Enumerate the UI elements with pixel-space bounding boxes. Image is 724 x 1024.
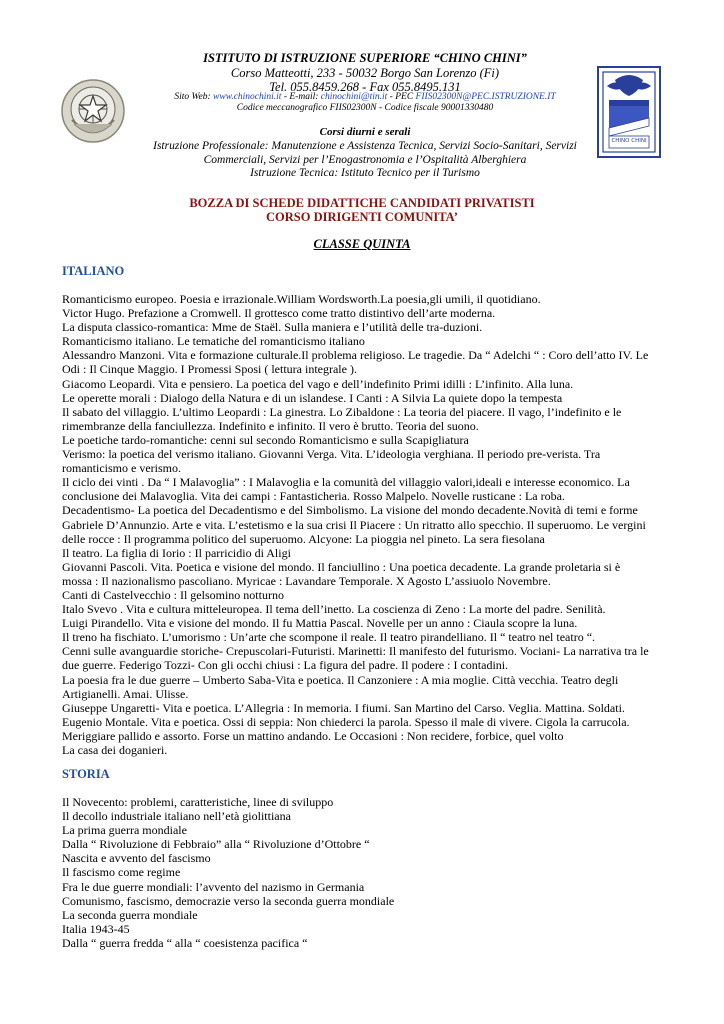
text-line: La disputa classico-romantica: Mme de Staël. Sulla maniera e l’utilità delle tra-duzioni. xyxy=(62,320,483,335)
republic-emblem-icon xyxy=(60,78,126,144)
text-line: Il treno ha fischiato. L’umorismo : Un’arte che scompone il reale. Il teatro pirandelliano. Il “ teatro nel teatro “. xyxy=(62,630,596,645)
text-line: Fra le due guerre mondiali: l’avvento del nazismo in Germania xyxy=(62,879,365,894)
text-line: Il Novecento: problemi, caratteristiche, linee di sviluppo xyxy=(62,795,334,809)
text-line: Nascita e avvento del fascismo xyxy=(62,851,211,866)
text-line: Il ciclo dei vinti . Da “ I Malavoglia” : I Malavoglia e la comunità del villaggio valori,ideali e interesse economico. La xyxy=(62,475,630,490)
email-link[interactable]: chinochini@tin.it xyxy=(320,92,388,102)
text-line: La poesia fra le due guerre – Umberto Saba-Vita e poetica. Il Canzoniere : A mia moglie. Città vecchia. Teatro degli xyxy=(62,672,619,687)
text-line: Dalla “ guerra fredda “ alla “ coesistenza pacifica “ xyxy=(62,935,308,950)
section-heading-italiano: ITALIANO xyxy=(62,264,125,278)
text-line: Il decollo industriale italiano nell’età giolittiana xyxy=(62,809,291,824)
logo-text: CHINO CHINI xyxy=(611,138,647,144)
institute-phone: Tel. 055.8459.268 - Fax 055.8495.131 xyxy=(269,80,461,94)
chino-chini-logo xyxy=(597,66,661,158)
contact-line xyxy=(150,92,580,102)
section-heading-storia: STORIA xyxy=(62,767,110,781)
text-line: Le operette morali : Dialogo della Natura e di un islandese. I Canti : A Silvia La quiete dopo la tempesta xyxy=(62,390,563,405)
text-line: Comunismo, fascismo, democrazie verso la seconda guerra mondiale xyxy=(62,893,395,908)
document-subtitle: CORSO DIRIGENTI COMUNITA’ xyxy=(266,210,458,224)
pec-label: - PEC xyxy=(387,92,416,102)
text-line: Alessandro Manzoni. Vita e formazione culturale.Il problema religioso. Le tragedie. Da “ Adelchi “ : Coro dell’atto IV. Le xyxy=(62,348,649,363)
text-line: Luigi Pirandello. Vita e visione del mondo. Il fu Mattia Pascal. Novelle per un anno : Ciaula scopre la luna. xyxy=(62,616,578,631)
text-line: Artigianelli. Amai. Ulisse. xyxy=(62,686,189,701)
text-line: Decadentismo- La poetica del Decadentismo e del Simbolismo. La visione del mondo decadente.Novità di temi e forme xyxy=(62,503,638,518)
text-line: Giuseppe Ungaretti- Vita e poetica. L’Allegria : In memoria. I fiumi. San Martino del Carso. Veglia. Mattina. Soldati. xyxy=(62,700,625,715)
text-line: Romanticismo europeo. Poesia e irrazionale.William Wordsworth.La poesia,gli umili, il quotidiano. xyxy=(62,292,541,306)
text-line: La prima guerra mondiale xyxy=(62,823,187,838)
text-line: La seconda guerra mondiale xyxy=(62,907,198,922)
text-line: Eugenio Montale. Vita e poetica. Ossi di seppia: Non chiederci la parola. Spesso il male di vivere. Cigola la carrucola. xyxy=(62,714,630,729)
class-heading: CLASSE QUINTA xyxy=(313,237,411,251)
text-line: Dalla “ Rivoluzione di Febbraio” alla “ Rivoluzione d’Ottobre “ xyxy=(62,837,370,852)
text-line: mossa : Il nazionalismo pascoliano. Myricae : Lavandare Temporale. X Agosto L’assiuolo Novembre. xyxy=(62,573,551,588)
text-line: Romanticismo italiano. Le tematiche del romanticismo italiano xyxy=(62,334,365,349)
courses-line: Istruzione Tecnica: Istituto Tecnico per il Turismo xyxy=(250,167,480,179)
courses-line: Istruzione Professionale: Manutenzione e Assistenza Tecnica, Servizi Socio-Sanitari, Servizi xyxy=(153,140,577,152)
courses-title: Corsi diurni e serali xyxy=(319,126,411,138)
text-line: conclusione dei Malavoglia. Vita dei campi : Fantasticheria. Rosso Malpelo. Novelle rusticane : La roba. xyxy=(62,489,565,504)
text-line: Il teatro. La figlia di Iorio : Il parricidio di Aligi xyxy=(62,545,291,560)
text-line: Meriggiare pallido e assorto. Forse un mattino andando. Le Occasioni : Non recidere, forbice, quel volto xyxy=(62,728,564,743)
institute-address: Corso Matteotti, 233 - 50032 Borgo San Lorenzo (Fi) xyxy=(230,66,500,80)
courses-list xyxy=(150,140,580,181)
text-line: Gabriele D’Annunzio. Arte e vita. L’estetismo e la sua crisi Il Piacere : Un ritratto allo specchio. Il superuomo. Le vergini xyxy=(62,517,646,532)
text-line: Victor Hugo. Prefazione a Cromwell. Il grottesco come tratto distintivo dell’arte moderna. xyxy=(62,306,496,321)
website-link[interactable]: www.chinochini.it xyxy=(213,92,282,102)
text-line: Italo Svevo . Vita e cultura mitteleuropea. Il tema dell’inetto. La coscienza di Zeno : La morte del padre. Senilità. xyxy=(62,602,606,617)
text-line: Italia 1943-45 xyxy=(62,921,130,936)
web-label: Sito Web: xyxy=(174,92,214,102)
italiano-body xyxy=(62,292,670,757)
text-line: Il fascismo come regime xyxy=(62,865,181,880)
text-line: Giacomo Leopardi. Vita e pensiero. La poetica del vago e dell’indefinito Primi idilli : L’infinito. Alla luna. xyxy=(62,376,574,391)
text-line: Canti di Castelvecchio : Il gelsomino notturno xyxy=(62,587,284,602)
text-line: due guerre. Federigo Tozzi- Con gli occhi chiusi : La figura del padre. Il podere : I contadini. xyxy=(62,658,509,673)
pec-link[interactable]: FIIS02300N@PEC.ISTRUZIONE.IT xyxy=(415,92,556,102)
text-line: delle rocce : Il programma politico del superuomo. Alcyone: La pioggia nel pineto. La sera fiesolana xyxy=(62,531,545,546)
institute-name: ISTITUTO DI ISTRUZIONE SUPERIORE “CHINO CHINI” xyxy=(203,51,527,65)
text-line: romanticismo e verismo. xyxy=(62,461,181,476)
text-line: Giovanni Pascoli. Vita. Poetica e visione del mondo. Il fanciullino : Una poetica decadente. La grande proletaria si è xyxy=(62,559,621,574)
courses-line: Commerciali, Servizi per l’Enogastronomia e l’Ospitalità Alberghiera xyxy=(203,153,527,166)
institute-codes: Codice meccanografico FIIS02300N - Codice fiscale 90001330480 xyxy=(236,103,494,113)
text-line: Cenni sulle avanguardie storiche- Crepuscolari-Futuristi. Marinetti: Il manifesto del futurismo. Vociani- La narrativa tra le xyxy=(62,644,649,659)
email-label: - E-mail: xyxy=(281,92,321,102)
storia-body xyxy=(62,795,670,950)
text-line: Il sabato del villaggio. L’ultimo Leopardi : La ginestra. Lo Zibaldone : La teoria del piacere. Il vago, l’indefinito e le xyxy=(62,404,622,419)
document-title: BOZZA DI SCHEDE DIDATTICHE CANDIDATI PRIVATISTI xyxy=(189,196,535,210)
text-line: Verismo: la poetica del verismo italiano. Giovanni Verga. Vita. L’ideologia verghiana. Il periodo pre-verista. Tra xyxy=(62,447,601,462)
text-line: La casa dei doganieri. xyxy=(62,743,168,757)
text-line: Le poetiche tardo-romantiche: cenni sul secondo Romanticismo e sulla Scapigliatura xyxy=(62,432,469,447)
text-line: Odi : Il Cinque Maggio. I Promessi Sposi ( lettura integrale ). xyxy=(62,362,357,377)
text-line: rimembranze della fanciullezza. Indefinito e infinito. Il vero è brutto. Teoria del suono. xyxy=(62,418,479,433)
